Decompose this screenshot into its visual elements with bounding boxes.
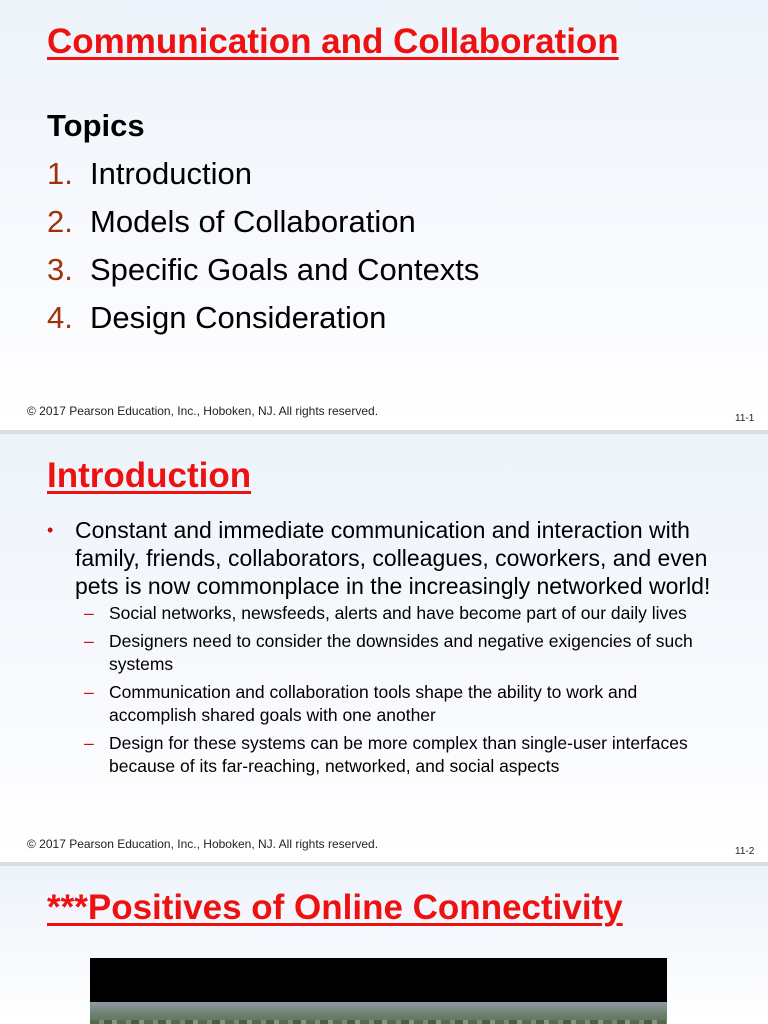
slide-title: ***Positives of Online Connectivity <box>47 888 623 927</box>
sub-bullet-text: Social networks, newsfeeds, alerts and have become part of our daily lives <box>109 603 687 623</box>
topic-label: Design Consideration <box>90 300 387 335</box>
sub-bullet-list <box>84 602 724 783</box>
topics-heading: Topics <box>47 108 145 143</box>
slide-title: Introduction <box>47 456 252 495</box>
slide-title: Communication and Collaboration <box>47 22 619 61</box>
topic-item <box>47 298 479 346</box>
topic-number: 4. <box>47 300 73 335</box>
sub-bullet <box>84 732 724 778</box>
sub-bullet <box>84 681 724 727</box>
sub-bullet-text: Communication and collaboration tools shape the ability to work and accomplish shared goals with one another <box>109 682 638 725</box>
topic-item <box>47 154 479 202</box>
topic-label: Specific Goals and Contexts <box>90 252 480 287</box>
main-bullet <box>47 516 737 600</box>
topic-number: 2. <box>47 204 73 239</box>
slide-2 <box>0 434 768 862</box>
slide-1 <box>0 0 768 430</box>
page-number: 11-2 <box>735 846 755 857</box>
topic-item <box>47 202 479 250</box>
page-number: 11-1 <box>735 413 755 424</box>
dash-icon: – <box>84 631 94 651</box>
dash-icon: – <box>84 682 94 702</box>
dash-icon: – <box>84 733 94 753</box>
sub-bullet <box>84 602 724 625</box>
topic-number: 3. <box>47 252 73 287</box>
slide-3 <box>0 866 768 1024</box>
topic-label: Introduction <box>90 156 252 191</box>
topic-label: Models of Collaboration <box>90 204 416 239</box>
dash-icon: – <box>84 603 94 623</box>
sub-bullet-text: Design for these systems can be more complex than single-user interfaces because of its far-reaching, networked, and social aspects <box>109 733 688 776</box>
bullet-icon: • <box>47 520 54 540</box>
topic-number: 1. <box>47 156 73 191</box>
topic-item <box>47 250 479 298</box>
copyright-footer: © 2017 Pearson Education, Inc., Hoboken, NJ. All rights reserved. <box>27 837 379 851</box>
sub-bullet <box>84 630 724 676</box>
topic-list <box>47 154 479 346</box>
video-frame-image <box>90 1002 667 1024</box>
copyright-footer: © 2017 Pearson Education, Inc., Hoboken, NJ. All rights reserved. <box>27 404 379 418</box>
video-player[interactable] <box>90 958 667 1024</box>
main-bullet-text: Constant and immediate communication and interaction with family, friends, collaborators, colleagues, coworkers, and even pets is now commonplace in the increasingly networked world! <box>75 517 711 599</box>
sub-bullet-text: Designers need to consider the downsides and negative exigencies of such systems <box>109 631 693 674</box>
